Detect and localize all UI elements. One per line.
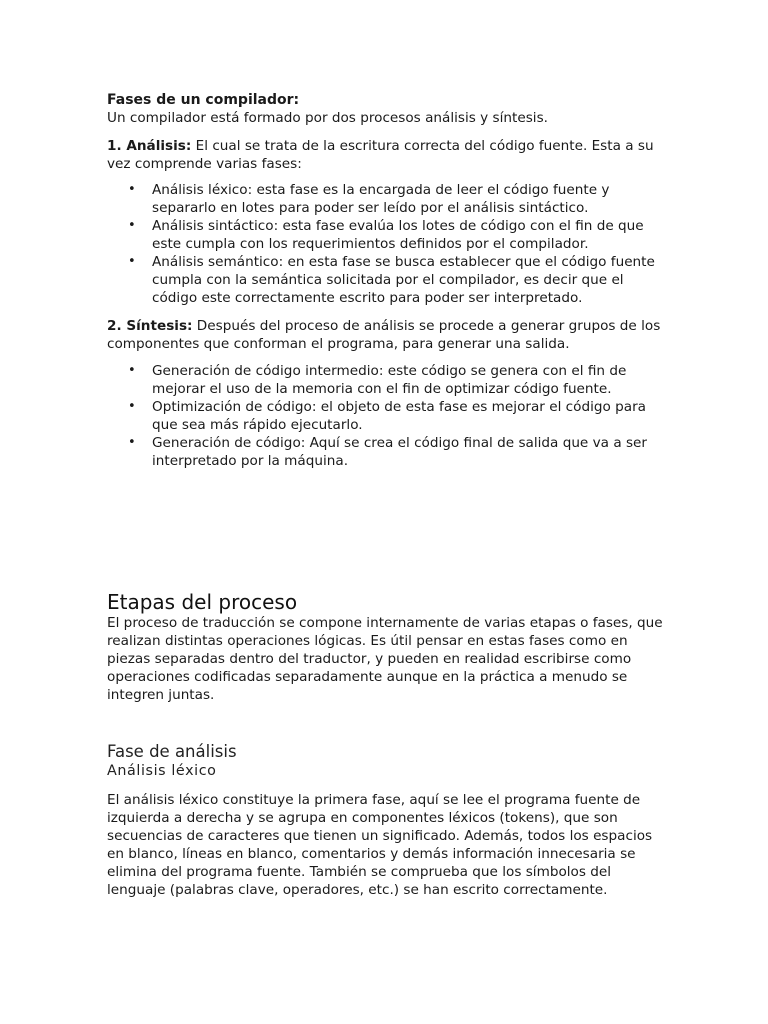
bullet-icon: • bbox=[128, 254, 136, 269]
etapas-section bbox=[107, 590, 667, 704]
list-item bbox=[107, 362, 667, 398]
analisis-paragraph bbox=[107, 137, 667, 173]
fase-analisis-section bbox=[107, 742, 667, 899]
section-title-etapas: Etapas del proceso bbox=[107, 590, 298, 614]
lexico-paragraph: El análisis léxico constituye la primera fase, aquí se lee el programa fuente de izquierda a derecha y se agrupa en componentes léxicos (tokens), que son secuencias de caracteres que tienen un significado. Además, todos los espacios en blanco, líneas en blanco, comentarios y demás información innecesaria se elimina del programa fuente. También se comprueba que los símbolos del lenguaje (palabras clave, operadores, etc.) se han escrito correctamente. bbox=[107, 792, 653, 898]
document-content bbox=[107, 91, 667, 480]
bullet-icon: • bbox=[128, 363, 136, 378]
list-item bbox=[107, 398, 667, 434]
list-item bbox=[107, 253, 667, 307]
bullet-icon: • bbox=[128, 182, 136, 197]
analisis-list bbox=[107, 181, 667, 307]
sintesis-lead: 2. Síntesis: bbox=[107, 318, 193, 334]
etapas-paragraph: El proceso de traducción se compone internamente de varias etapas o fases, que realizan distintas operaciones lógicas. Es útil pensar en estas fases como en piezas separadas dentro del traductor, y pueden en realidad escribirse como operaciones codificadas separadamente aunque en la práctica a menudo se integren juntas. bbox=[107, 615, 663, 703]
list-item-text: Análisis semántico: en esta fase se busca establecer que el código fuente cumpla con la semántica solicitada por el compilador, es decir que el código este correctamente escrito para poder ser interpretado. bbox=[152, 254, 655, 306]
analisis-text: El cual se trata de la escritura correcta del código fuente. Esta a su vez comprende varias fases: bbox=[107, 138, 654, 172]
bullet-icon: • bbox=[128, 435, 136, 450]
list-item bbox=[107, 181, 667, 217]
sintesis-list bbox=[107, 362, 667, 470]
list-item bbox=[107, 434, 667, 470]
list-item-text: Optimización de código: el objeto de esta fase es mejorar el código para que sea más rápido ejecutarlo. bbox=[152, 399, 647, 433]
list-item-text: Generación de código intermedio: este código se genera con el fin de mejorar el uso de la memoria con el fin de optimizar código fuente. bbox=[152, 363, 627, 397]
list-item-text: Análisis sintáctico: esta fase evalúa los lotes de código con el fin de que este cumpla con los requerimientos definidos por el compilador. bbox=[152, 218, 644, 252]
sintesis-text: Después del proceso de análisis se procede a generar grupos de los componentes que conforman el programa, para generar una salida. bbox=[107, 318, 661, 352]
list-item-text: Generación de código: Aquí se crea el código final de salida que va a ser interpretado por la máquina. bbox=[152, 435, 648, 469]
list-item-text: Análisis léxico: esta fase es la encargada de leer el código fuente y separarlo en lotes para poder ser leído por el análisis sintáctico. bbox=[152, 182, 610, 216]
intro-paragraph: Un compilador está formado por dos procesos análisis y síntesis. bbox=[107, 110, 548, 126]
bullet-icon: • bbox=[128, 399, 136, 414]
sintesis-paragraph bbox=[107, 317, 667, 353]
section-title-fase-analisis: Fase de análisis bbox=[107, 742, 237, 761]
analisis-lead: 1. Análisis: bbox=[107, 138, 192, 154]
section-title-fases: Fases de un compilador: bbox=[107, 92, 300, 108]
list-item bbox=[107, 217, 667, 253]
subsection-title-lexico: Análisis léxico bbox=[107, 763, 217, 779]
bullet-icon: • bbox=[128, 218, 136, 233]
